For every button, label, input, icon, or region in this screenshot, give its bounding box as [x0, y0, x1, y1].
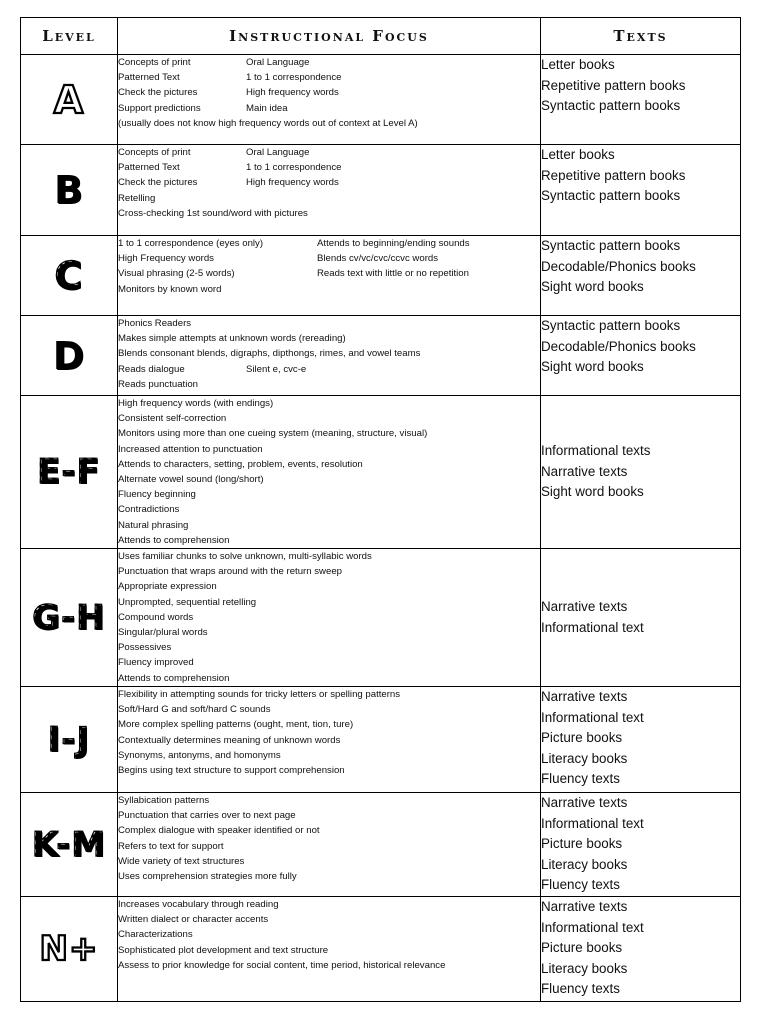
- focus-item: High frequency words: [246, 177, 339, 189]
- focus-item: Blends consonant blends, digraphs, dipthongs, rimes, and vowel teams: [118, 348, 421, 360]
- focus-item: Consistent self-correction: [118, 413, 227, 425]
- table-row: [21, 897, 741, 1002]
- texts-cell: [541, 549, 741, 687]
- focus-item: Flexibility in attempting sounds for tricky letters or spelling patterns: [118, 689, 401, 701]
- level-label: B: [54, 168, 84, 212]
- text-type-item: Letter books: [541, 57, 615, 72]
- focus-item: Punctuation that carries over to next page: [118, 810, 296, 822]
- reading-level-table: [20, 17, 741, 1002]
- table-row: [21, 549, 741, 687]
- table-row: [21, 145, 741, 236]
- focus-item: Sophisticated plot development and text structure: [118, 944, 329, 956]
- level-cell: [21, 145, 118, 236]
- instructional-focus-cell: [118, 396, 541, 549]
- instructional-focus-cell: [118, 145, 541, 236]
- focus-item: Uses familiar chunks to solve unknown, multi-syllabic words: [118, 551, 372, 563]
- table-row: [21, 793, 741, 897]
- focus-pair: [118, 145, 540, 160]
- text-type-item: Syntactic pattern books: [541, 188, 681, 204]
- focus-item: Characterizations: [118, 929, 193, 941]
- text-type-item: Narrative texts: [541, 598, 628, 614]
- level-cell: [21, 316, 118, 396]
- level-label: E-F: [37, 452, 101, 493]
- instructional-focus-cell: [118, 793, 541, 897]
- level-label: D: [52, 333, 86, 378]
- focus-item: Oral Language: [246, 147, 310, 158]
- text-type-item: Informational text: [541, 619, 644, 635]
- focus-item: High frequency words: [246, 87, 339, 99]
- focus-item: Attends to characters, setting, problem, events, resolution: [118, 458, 363, 470]
- focus-item: 1 to 1 correspondence: [246, 162, 342, 174]
- table-row: [21, 55, 741, 145]
- text-type-item: Sight word books: [541, 359, 644, 375]
- instructional-focus-cell: [118, 687, 541, 793]
- focus-pair: [118, 362, 540, 377]
- texts-cell: [541, 793, 741, 897]
- text-type-item: Syntactic pattern books: [541, 238, 681, 253]
- header-texts: Texts: [541, 18, 741, 55]
- focus-item: Punctuation that wraps around with the return sweep: [118, 566, 342, 578]
- focus-item: Concepts of print: [118, 57, 191, 68]
- focus-pair: [118, 175, 540, 190]
- texts-cell: [541, 687, 741, 793]
- header-level: Level: [21, 18, 118, 55]
- focus-pair: [118, 70, 540, 85]
- focus-item: 1 to 1 correspondence (eyes only): [118, 238, 264, 249]
- focus-pair: [118, 236, 540, 251]
- header-instructional-focus: Instructional Focus: [118, 18, 541, 55]
- text-type-item: Sight word books: [541, 484, 644, 500]
- text-type-item: Literacy books: [541, 750, 628, 766]
- table-row: [21, 236, 741, 316]
- focus-item: Attends to comprehension: [118, 672, 230, 684]
- focus-item: Complex dialogue with speaker identified or not: [118, 825, 320, 837]
- level-label: I-J: [47, 719, 91, 760]
- focus-item: Singular/plural words: [118, 627, 208, 639]
- focus-item: Natural phrasing: [118, 519, 189, 531]
- focus-item: Fluency improved: [118, 657, 194, 669]
- text-type-item: Syntactic pattern books: [541, 318, 681, 333]
- focus-item: Attends to comprehension: [118, 534, 230, 546]
- instructional-focus-cell: [118, 236, 541, 316]
- level-cell: [21, 687, 118, 793]
- level-cell: [21, 396, 118, 549]
- focus-item: Reads text with little or no repetition: [317, 268, 469, 280]
- texts-cell: [541, 145, 741, 236]
- text-type-item: Picture books: [541, 730, 623, 746]
- focus-pair: [118, 251, 540, 266]
- level-label: G-H: [32, 597, 106, 638]
- focus-item: Oral Language: [246, 57, 310, 68]
- focus-item: Check the pictures: [118, 177, 198, 189]
- focus-item: Monitors by known word: [118, 283, 222, 295]
- text-type-item: Narrative texts: [541, 689, 628, 705]
- text-type-item: Informational text: [541, 815, 644, 831]
- focus-item: Uses comprehension strategies more fully: [118, 871, 297, 883]
- focus-item: Phonics Readers: [118, 318, 192, 329]
- focus-pair: [118, 160, 540, 175]
- focus-item: Patterned Text: [118, 162, 180, 174]
- level-label: C: [54, 253, 84, 298]
- focus-item: Attends to beginning/ending sounds: [317, 238, 470, 249]
- focus-item: High frequency words (with endings): [118, 398, 274, 409]
- focus-item: Alternate vowel sound (long/short): [118, 474, 264, 486]
- text-type-item: Letter books: [541, 147, 615, 162]
- focus-item: High Frequency words: [118, 253, 214, 265]
- focus-item: Main idea: [246, 102, 288, 114]
- texts-cell: [541, 55, 741, 145]
- focus-item: Support predictions: [118, 102, 201, 114]
- text-type-item: Picture books: [541, 836, 623, 852]
- header-row: [21, 18, 741, 55]
- focus-item: Appropriate expression: [118, 581, 217, 593]
- focus-item: Unprompted, sequential retelling: [118, 596, 257, 608]
- focus-pair: [118, 85, 540, 100]
- focus-item: Silent e, cvc-e: [246, 363, 307, 375]
- focus-item: Concepts of print: [118, 147, 191, 158]
- texts-cell: [541, 897, 741, 1002]
- text-type-item: Informational text: [541, 709, 644, 725]
- text-type-item: Narrative texts: [541, 463, 628, 479]
- focus-item: Increased attention to punctuation: [118, 443, 263, 455]
- focus-item: Compound words: [118, 611, 194, 623]
- instructional-focus-cell: [118, 316, 541, 396]
- focus-pair: [118, 101, 540, 116]
- level-cell: [21, 55, 118, 145]
- instructional-focus-cell: [118, 549, 541, 687]
- text-type-item: Informational text: [541, 919, 644, 935]
- instructional-focus-cell: [118, 897, 541, 1002]
- text-type-item: Sight word books: [541, 279, 644, 295]
- focus-item: Increases vocabulary through reading: [118, 899, 279, 910]
- focus-item: Reads dialogue: [118, 363, 185, 375]
- focus-item: More complex spelling patterns (ought, ment, tion, ture): [118, 719, 354, 731]
- focus-item: Blends cv/vc/cvc/ccvc words: [317, 253, 439, 265]
- focus-item: Visual phrasing (2-5 words): [118, 268, 235, 280]
- focus-item: Monitors using more than one cueing system (meaning, structure, visual): [118, 428, 428, 440]
- focus-item: Cross-checking 1st sound/word with pictures: [118, 207, 308, 219]
- focus-item: Begins using text structure to support comprehension: [118, 765, 345, 777]
- text-type-item: Narrative texts: [541, 795, 628, 811]
- table-row: [21, 687, 741, 793]
- level-cell: [21, 236, 118, 316]
- text-type-item: Literacy books: [541, 856, 628, 872]
- level-cell: [21, 793, 118, 897]
- focus-item: Patterned Text: [118, 72, 180, 84]
- level-label: K-M: [31, 824, 107, 865]
- focus-item: Syllabication patterns: [118, 795, 210, 807]
- focus-item: 1 to 1 correspondence: [246, 72, 342, 84]
- focus-item: Refers to text for support: [118, 840, 224, 852]
- level-label: A: [53, 77, 85, 122]
- text-type-item: Fluency texts: [541, 981, 620, 997]
- text-type-item: Repetitive pattern books: [541, 167, 686, 183]
- text-type-item: Repetitive pattern books: [541, 77, 686, 93]
- focus-pair: [118, 55, 540, 70]
- table-row: [21, 316, 741, 396]
- texts-cell: [541, 236, 741, 316]
- level-cell: [21, 897, 118, 1002]
- table-row: [21, 396, 741, 549]
- focus-item: Soft/Hard G and soft/hard C sounds: [118, 704, 271, 716]
- focus-item: Written dialect or character accents: [118, 914, 269, 926]
- focus-item: Check the pictures: [118, 87, 198, 99]
- texts-cell: [541, 396, 741, 549]
- focus-item: Synonyms, antonyms, and homonyms: [118, 749, 281, 761]
- focus-item: (usually does not know high frequency words out of context at Level A): [118, 117, 418, 129]
- text-type-item: Informational texts: [541, 443, 651, 459]
- focus-item: Contradictions: [118, 504, 180, 516]
- focus-item: Possessives: [118, 642, 172, 654]
- instructional-focus-cell: [118, 55, 541, 145]
- text-type-item: Decodable/Phonics books: [541, 338, 696, 354]
- focus-pair: [118, 266, 540, 281]
- texts-cell: [541, 316, 741, 396]
- level-label: N+: [39, 929, 99, 969]
- text-type-item: Syntactic pattern books: [541, 98, 681, 114]
- text-type-item: Picture books: [541, 940, 623, 956]
- focus-item: Contextually determines meaning of unknown words: [118, 734, 341, 746]
- focus-item: Fluency beginning: [118, 489, 196, 501]
- text-type-item: Decodable/Phonics books: [541, 258, 696, 274]
- focus-item: Makes simple attempts at unknown words (rereading): [118, 333, 346, 345]
- focus-item: Wide variety of text structures: [118, 855, 245, 867]
- text-type-item: Fluency texts: [541, 771, 620, 787]
- text-type-item: Narrative texts: [541, 899, 628, 914]
- text-type-item: Fluency texts: [541, 877, 620, 893]
- text-type-item: Literacy books: [541, 960, 628, 976]
- focus-item: Assess to prior knowledge for social content, time period, historical relevance: [118, 959, 446, 971]
- level-cell: [21, 549, 118, 687]
- focus-item: Retelling: [118, 192, 156, 204]
- focus-item: Reads punctuation: [118, 378, 199, 390]
